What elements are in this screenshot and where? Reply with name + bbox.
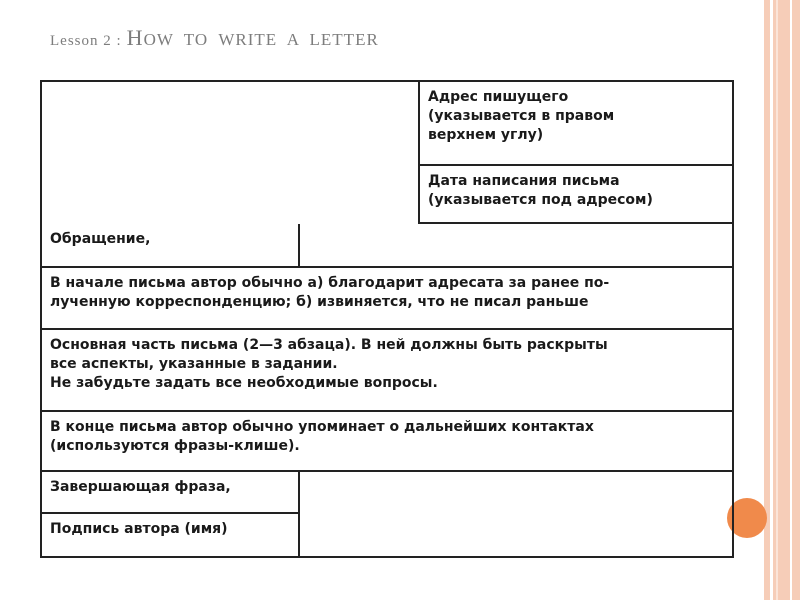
closing-phrase-text: Завершающая фраза, xyxy=(50,479,231,495)
decorative-right-border xyxy=(764,0,800,600)
slide-title xyxy=(50,25,379,51)
signature-cell xyxy=(42,514,300,556)
title-first-letter: H xyxy=(126,25,144,50)
ending-line-2: (используются фразы-клише). xyxy=(50,438,300,454)
intro-line-1: В начале письма автор обычно а) благодарит адресата за ранее по- xyxy=(50,275,610,291)
greeting-text: Обращение, xyxy=(50,231,151,247)
intro-cell xyxy=(42,268,732,330)
date-line-2: (указывается под адресом) xyxy=(428,192,653,208)
closing-phrase-cell xyxy=(42,472,300,514)
address-line-2: (указывается в правом xyxy=(428,108,615,124)
main-body-cell xyxy=(42,330,732,412)
intro-line-2: лученную корреспонденцию; б) извиняется, что не писал раньше xyxy=(50,294,589,310)
ending-line-1: В конце письма автор обычно упоминает о дальнейших контактах xyxy=(50,419,594,435)
letter-structure-table xyxy=(40,80,734,558)
address-cell xyxy=(418,82,732,166)
date-cell xyxy=(418,166,732,224)
lesson-number: Lesson 2 : xyxy=(50,33,122,49)
ending-cell xyxy=(42,412,732,472)
main-line-3: Не забудьте задать все необходимые вопросы. xyxy=(50,375,438,391)
greeting-cell xyxy=(42,224,300,268)
address-line-3: верхнем углу) xyxy=(428,127,544,143)
date-line-1: Дата написания письма xyxy=(428,173,620,189)
main-line-1: Основная часть письма (2—3 абзаца). В ней должны быть раскрыты xyxy=(50,337,608,353)
address-line-1: Адрес пишущего xyxy=(428,89,569,105)
bottom-empty-cell xyxy=(300,472,732,556)
greeting-empty-cell xyxy=(300,224,732,268)
title-rest: OW TO WRITE A LETTER xyxy=(143,30,379,49)
main-line-2: все аспекты, указанные в задании. xyxy=(50,356,338,372)
signature-text: Подпись автора (имя) xyxy=(50,521,228,537)
